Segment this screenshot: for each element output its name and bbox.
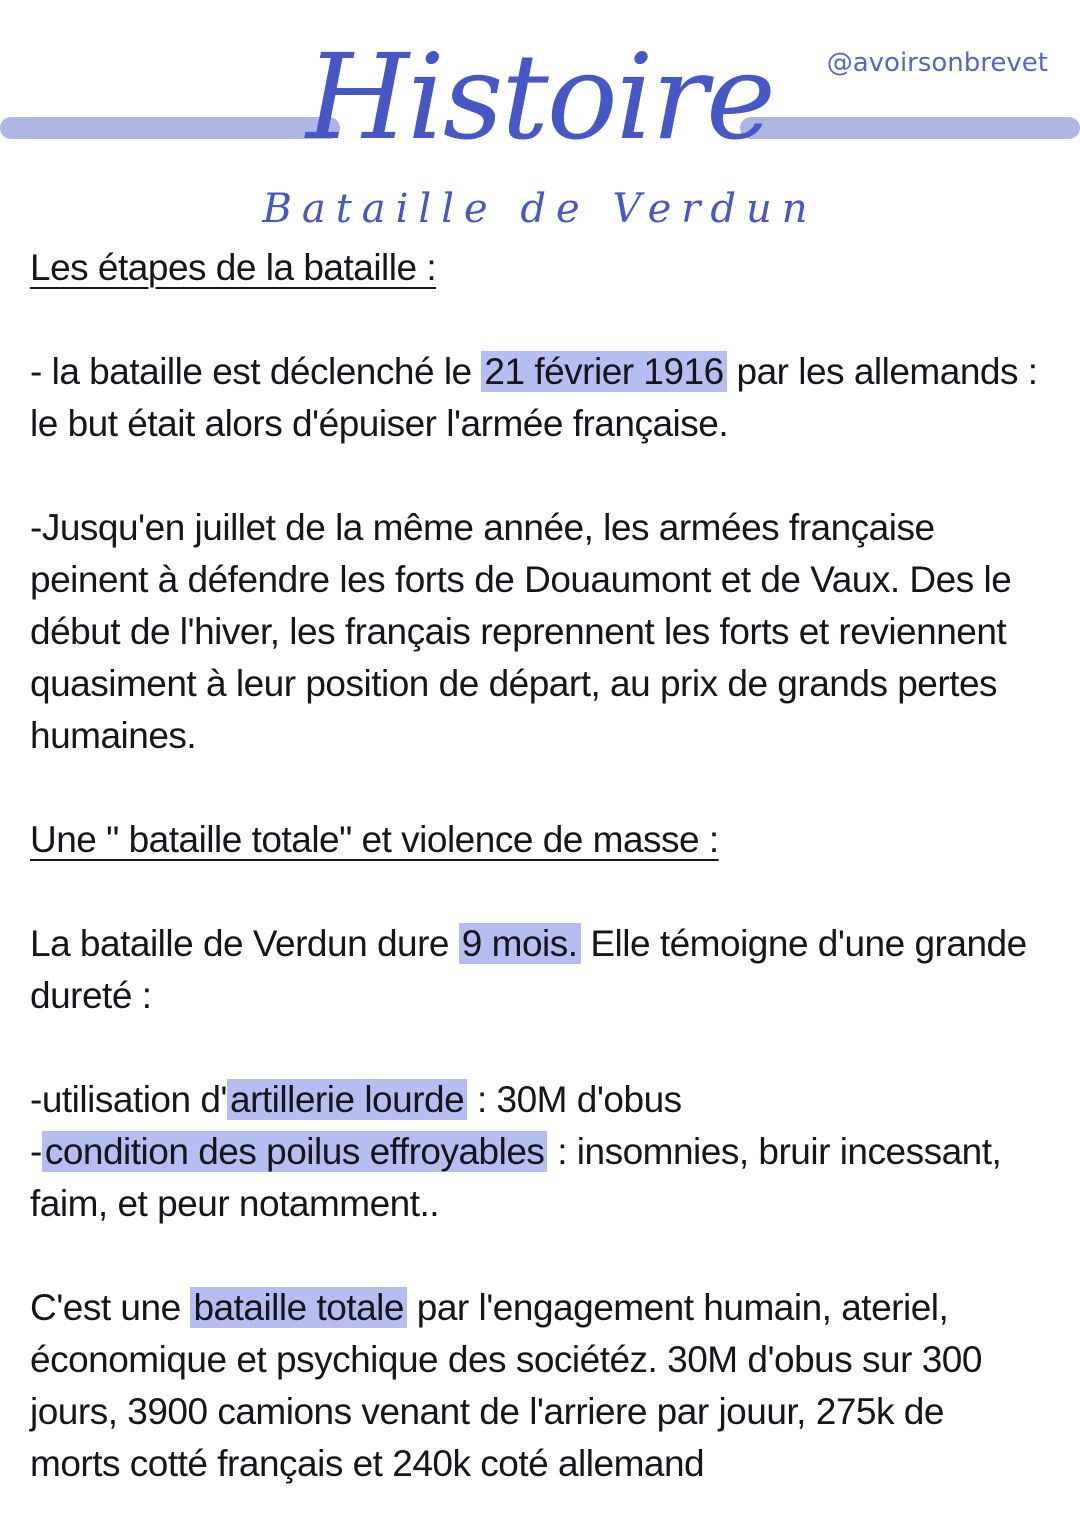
paragraph-line: faim, et peur notamment.. xyxy=(30,1183,440,1224)
text: par les allemands : xyxy=(726,351,1038,392)
paragraph-line: quasiment à leur position de départ, au prix de grands pertes xyxy=(30,663,998,704)
paragraph-line: économique et psychique des sociétéz. 30M d'obus sur 300 xyxy=(30,1339,982,1380)
text: La bataille de Verdun dure xyxy=(30,923,459,964)
text: C'est une xyxy=(30,1287,191,1328)
author-handle: @avoirsonbrevet xyxy=(826,48,1048,78)
paragraph-duree xyxy=(30,918,1060,970)
text: - la bataille est déclenché le xyxy=(30,351,482,392)
highlight-date: 21 février 1916 xyxy=(481,351,726,392)
highlight-bataille-totale: bataille totale xyxy=(190,1287,407,1328)
paragraph-bataille-totale xyxy=(30,1282,1060,1334)
highlight-duration: 9 mois. xyxy=(459,923,581,964)
paragraph-line: -Jusqu'en juillet de la même année, les armées française xyxy=(30,507,935,548)
list-item-artillerie xyxy=(30,1074,1060,1126)
section-heading-etapes: Les étapes de la bataille : xyxy=(30,247,437,288)
page-title: Histoire xyxy=(306,28,774,166)
text: Elle témoigne d'une grande xyxy=(580,923,1027,964)
paragraph-line: début de l'hiver, les français reprennent les forts et reviennent xyxy=(30,611,1007,652)
text: par l'engagement humain, ateriel, xyxy=(406,1287,949,1328)
paragraph-line: peinent à défendre les forts de Douaumont et de Vaux. Des le xyxy=(30,559,1012,600)
paragraph-line: le but était alors d'épuiser l'armée française. xyxy=(30,403,729,444)
paragraph-line: dureté : xyxy=(30,975,152,1016)
text: : insomnies, bruir incessant, xyxy=(547,1131,1002,1172)
text: - xyxy=(30,1131,42,1172)
paragraph-declenchement xyxy=(30,346,1060,398)
section-heading-bataille-totale: Une " bataille totale" et violence de masse : xyxy=(30,819,719,860)
paragraph-line: morts cotté français et 240k coté allemand xyxy=(30,1443,705,1484)
highlight-poilus: condition des poilus effroyables xyxy=(42,1131,548,1172)
highlight-artillerie: artillerie lourde xyxy=(227,1079,467,1120)
text: -utilisation d' xyxy=(30,1079,227,1120)
paragraph-line: humaines. xyxy=(30,715,197,756)
page-subtitle: Bataille de Verdun xyxy=(262,186,818,232)
paragraph-line: jours, 3900 camions venant de l'arriere par jouur, 275k de xyxy=(30,1391,944,1432)
notes-body xyxy=(30,242,1060,1490)
list-item-poilus xyxy=(30,1126,1060,1178)
text: : 30M d'obus xyxy=(467,1079,682,1120)
